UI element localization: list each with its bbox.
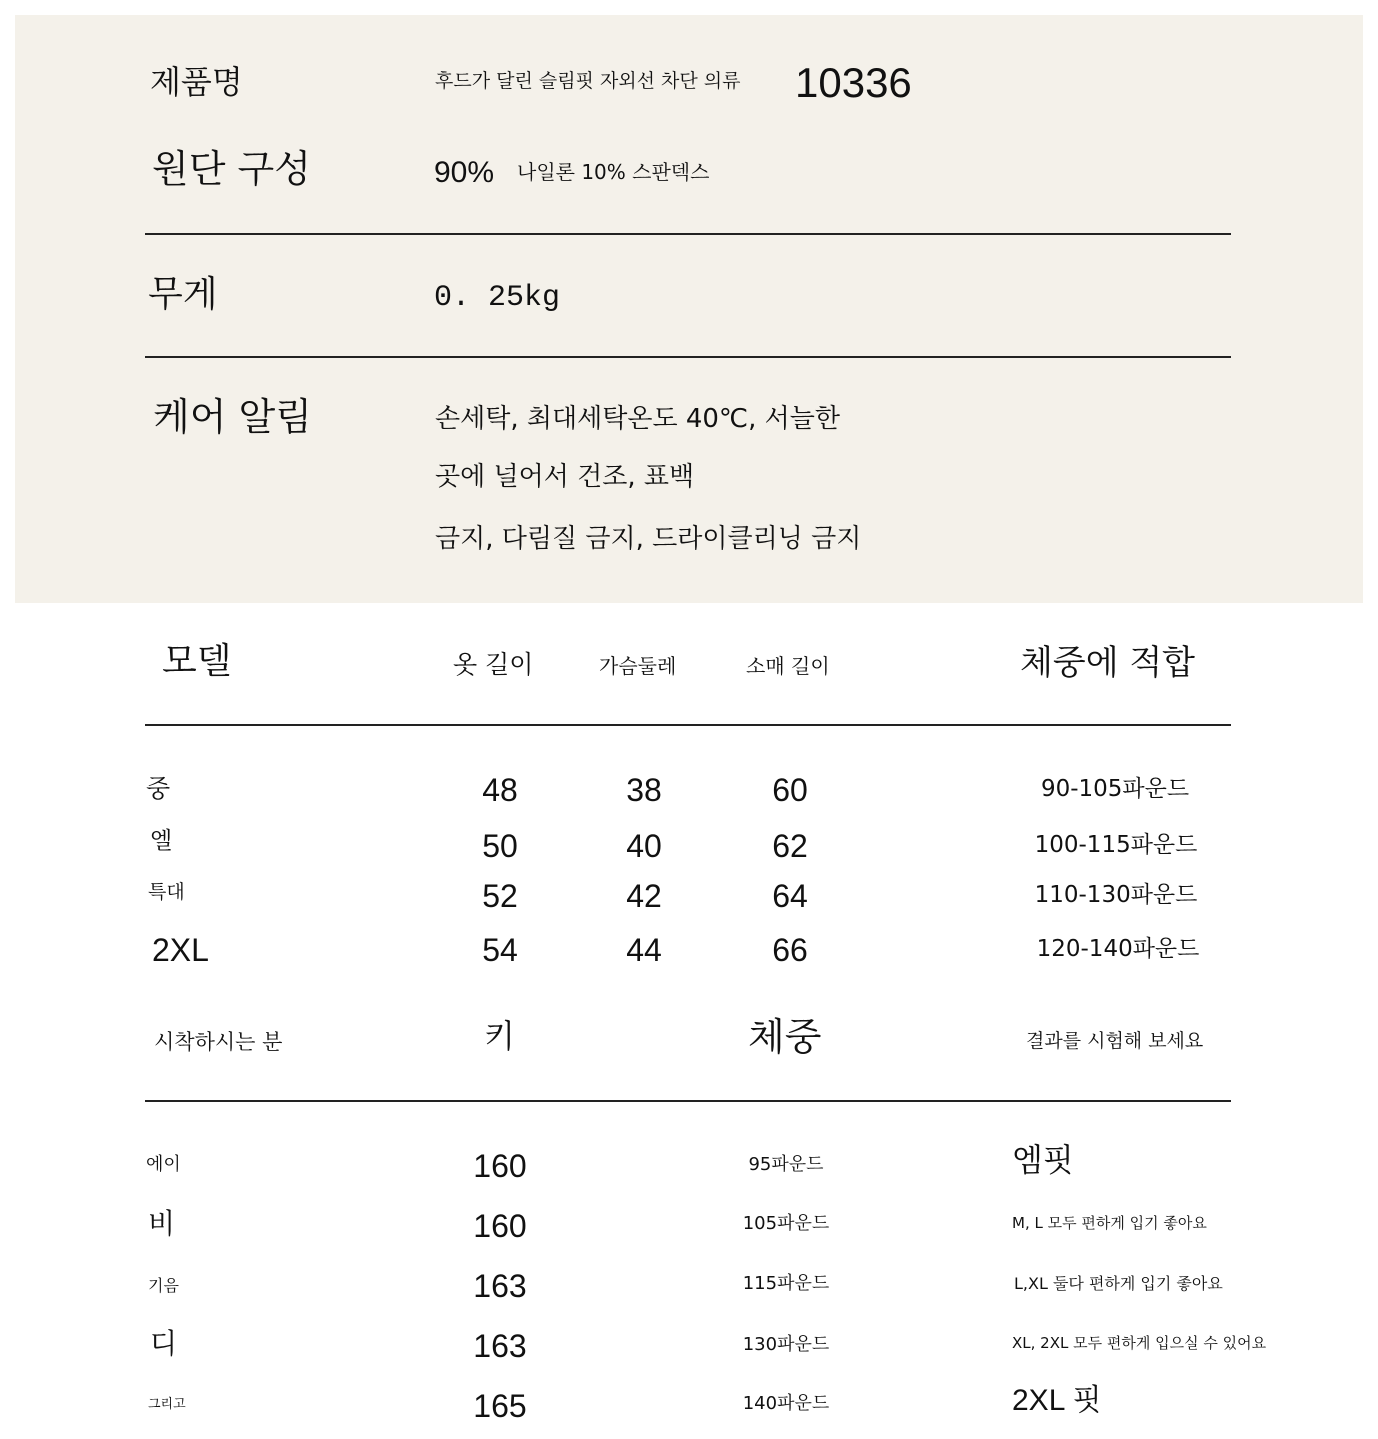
size-row-chest: 38 <box>626 772 662 808</box>
size-row-weight: 90-105파운드 <box>1040 776 1190 802</box>
tester-row-result: M, L 모두 편하게 입기 좋아요 <box>1012 1214 1207 1232</box>
size-row-weight: 120-140파운드 <box>1036 936 1200 962</box>
tester-row-name: 기음 <box>148 1276 179 1295</box>
tester-row-name: 에이 <box>146 1154 181 1175</box>
tester-row-weight: 95파운드 <box>748 1154 824 1175</box>
tester-row-weight: 115파운드 <box>742 1273 830 1294</box>
size-row-length: 52 <box>482 878 518 914</box>
tester-header-name: 시착하시는 분 <box>154 1030 283 1054</box>
size-row-sleeve: 66 <box>772 932 808 968</box>
size-row-length: 50 <box>482 828 518 864</box>
care-label: 케어 알림 <box>153 395 312 439</box>
care-line: 곳에 널어서 건조, 표백 <box>435 462 695 492</box>
size-row-label: 엘 <box>150 828 173 854</box>
tester-row-weight: 105파운드 <box>742 1213 830 1234</box>
weight-value: 0. 25kg <box>434 281 561 315</box>
tester-header-weight: 체중 <box>748 1015 822 1059</box>
product-name-label: 제품명 <box>150 63 243 101</box>
care-line: 금지, 다림질 금지, 드라이클리닝 금지 <box>435 524 862 554</box>
fabric-label: 원단 구성 <box>152 147 311 191</box>
size-row-length: 48 <box>482 772 518 808</box>
divider <box>145 356 1231 358</box>
model-number: 10336 <box>795 59 912 106</box>
size-row-weight: 110-130파운드 <box>1034 882 1198 908</box>
fabric-value: 나일론 10% 스판덱스 <box>517 160 710 184</box>
size-row-sleeve: 64 <box>772 878 808 914</box>
tester-header-result: 결과를 시험해 보세요 <box>1026 1030 1204 1052</box>
divider <box>145 724 1231 726</box>
size-row-label: 특대 <box>148 881 185 903</box>
tester-row-result: 2XL 핏 <box>1012 1384 1102 1417</box>
tester-header-height: 키 <box>484 1017 515 1055</box>
size-row-chest: 44 <box>626 932 662 968</box>
size-row-chest: 42 <box>626 878 662 914</box>
tester-row-height: 163 <box>473 1328 527 1364</box>
tester-row-height: 160 <box>473 1208 527 1244</box>
tester-row-height: 160 <box>473 1148 527 1184</box>
size-row-label: 중 <box>146 774 171 803</box>
tester-row-result: L,XL 둘다 편하게 입기 좋아요 <box>1014 1274 1223 1293</box>
size-header-sleeve: 소매 길이 <box>746 654 830 678</box>
size-header-model: 모델 <box>162 641 232 682</box>
size-row-label: 2XL <box>152 932 209 968</box>
tester-row-weight: 140파운드 <box>742 1393 830 1414</box>
size-header-length: 옷 길이 <box>453 650 534 679</box>
weight-label: 무게 <box>148 274 218 315</box>
size-row-chest: 40 <box>626 828 662 864</box>
fabric-percent: 90% <box>434 156 495 189</box>
size-row-sleeve: 62 <box>772 828 808 864</box>
tester-row-height: 163 <box>473 1268 527 1304</box>
tester-row-result: 엠핏 <box>1012 1141 1074 1179</box>
size-header-fit-weight: 체중에 적합 <box>1020 643 1196 683</box>
size-row-weight: 100-115파운드 <box>1034 832 1198 858</box>
tester-row-weight: 130파운드 <box>742 1334 830 1355</box>
size-row-sleeve: 60 <box>772 772 808 808</box>
tester-row-name: 비 <box>148 1207 176 1240</box>
tester-row-height: 165 <box>473 1388 527 1424</box>
product-name-value: 후드가 달린 슬림핏 자외선 차단 의류 <box>435 70 741 92</box>
tester-row-name: 디 <box>150 1327 178 1360</box>
divider <box>145 233 1231 235</box>
size-header-chest: 가슴둘레 <box>599 654 677 678</box>
care-line: 손세탁, 최대세탁온도 40℃, 서늘한 <box>435 404 840 434</box>
tester-row-result: XL, 2XL 모두 편하게 입으실 수 있어요 <box>1012 1334 1267 1352</box>
divider <box>145 1100 1231 1102</box>
size-row-length: 54 <box>482 932 518 968</box>
tester-row-name: 그리고 <box>148 1397 186 1412</box>
